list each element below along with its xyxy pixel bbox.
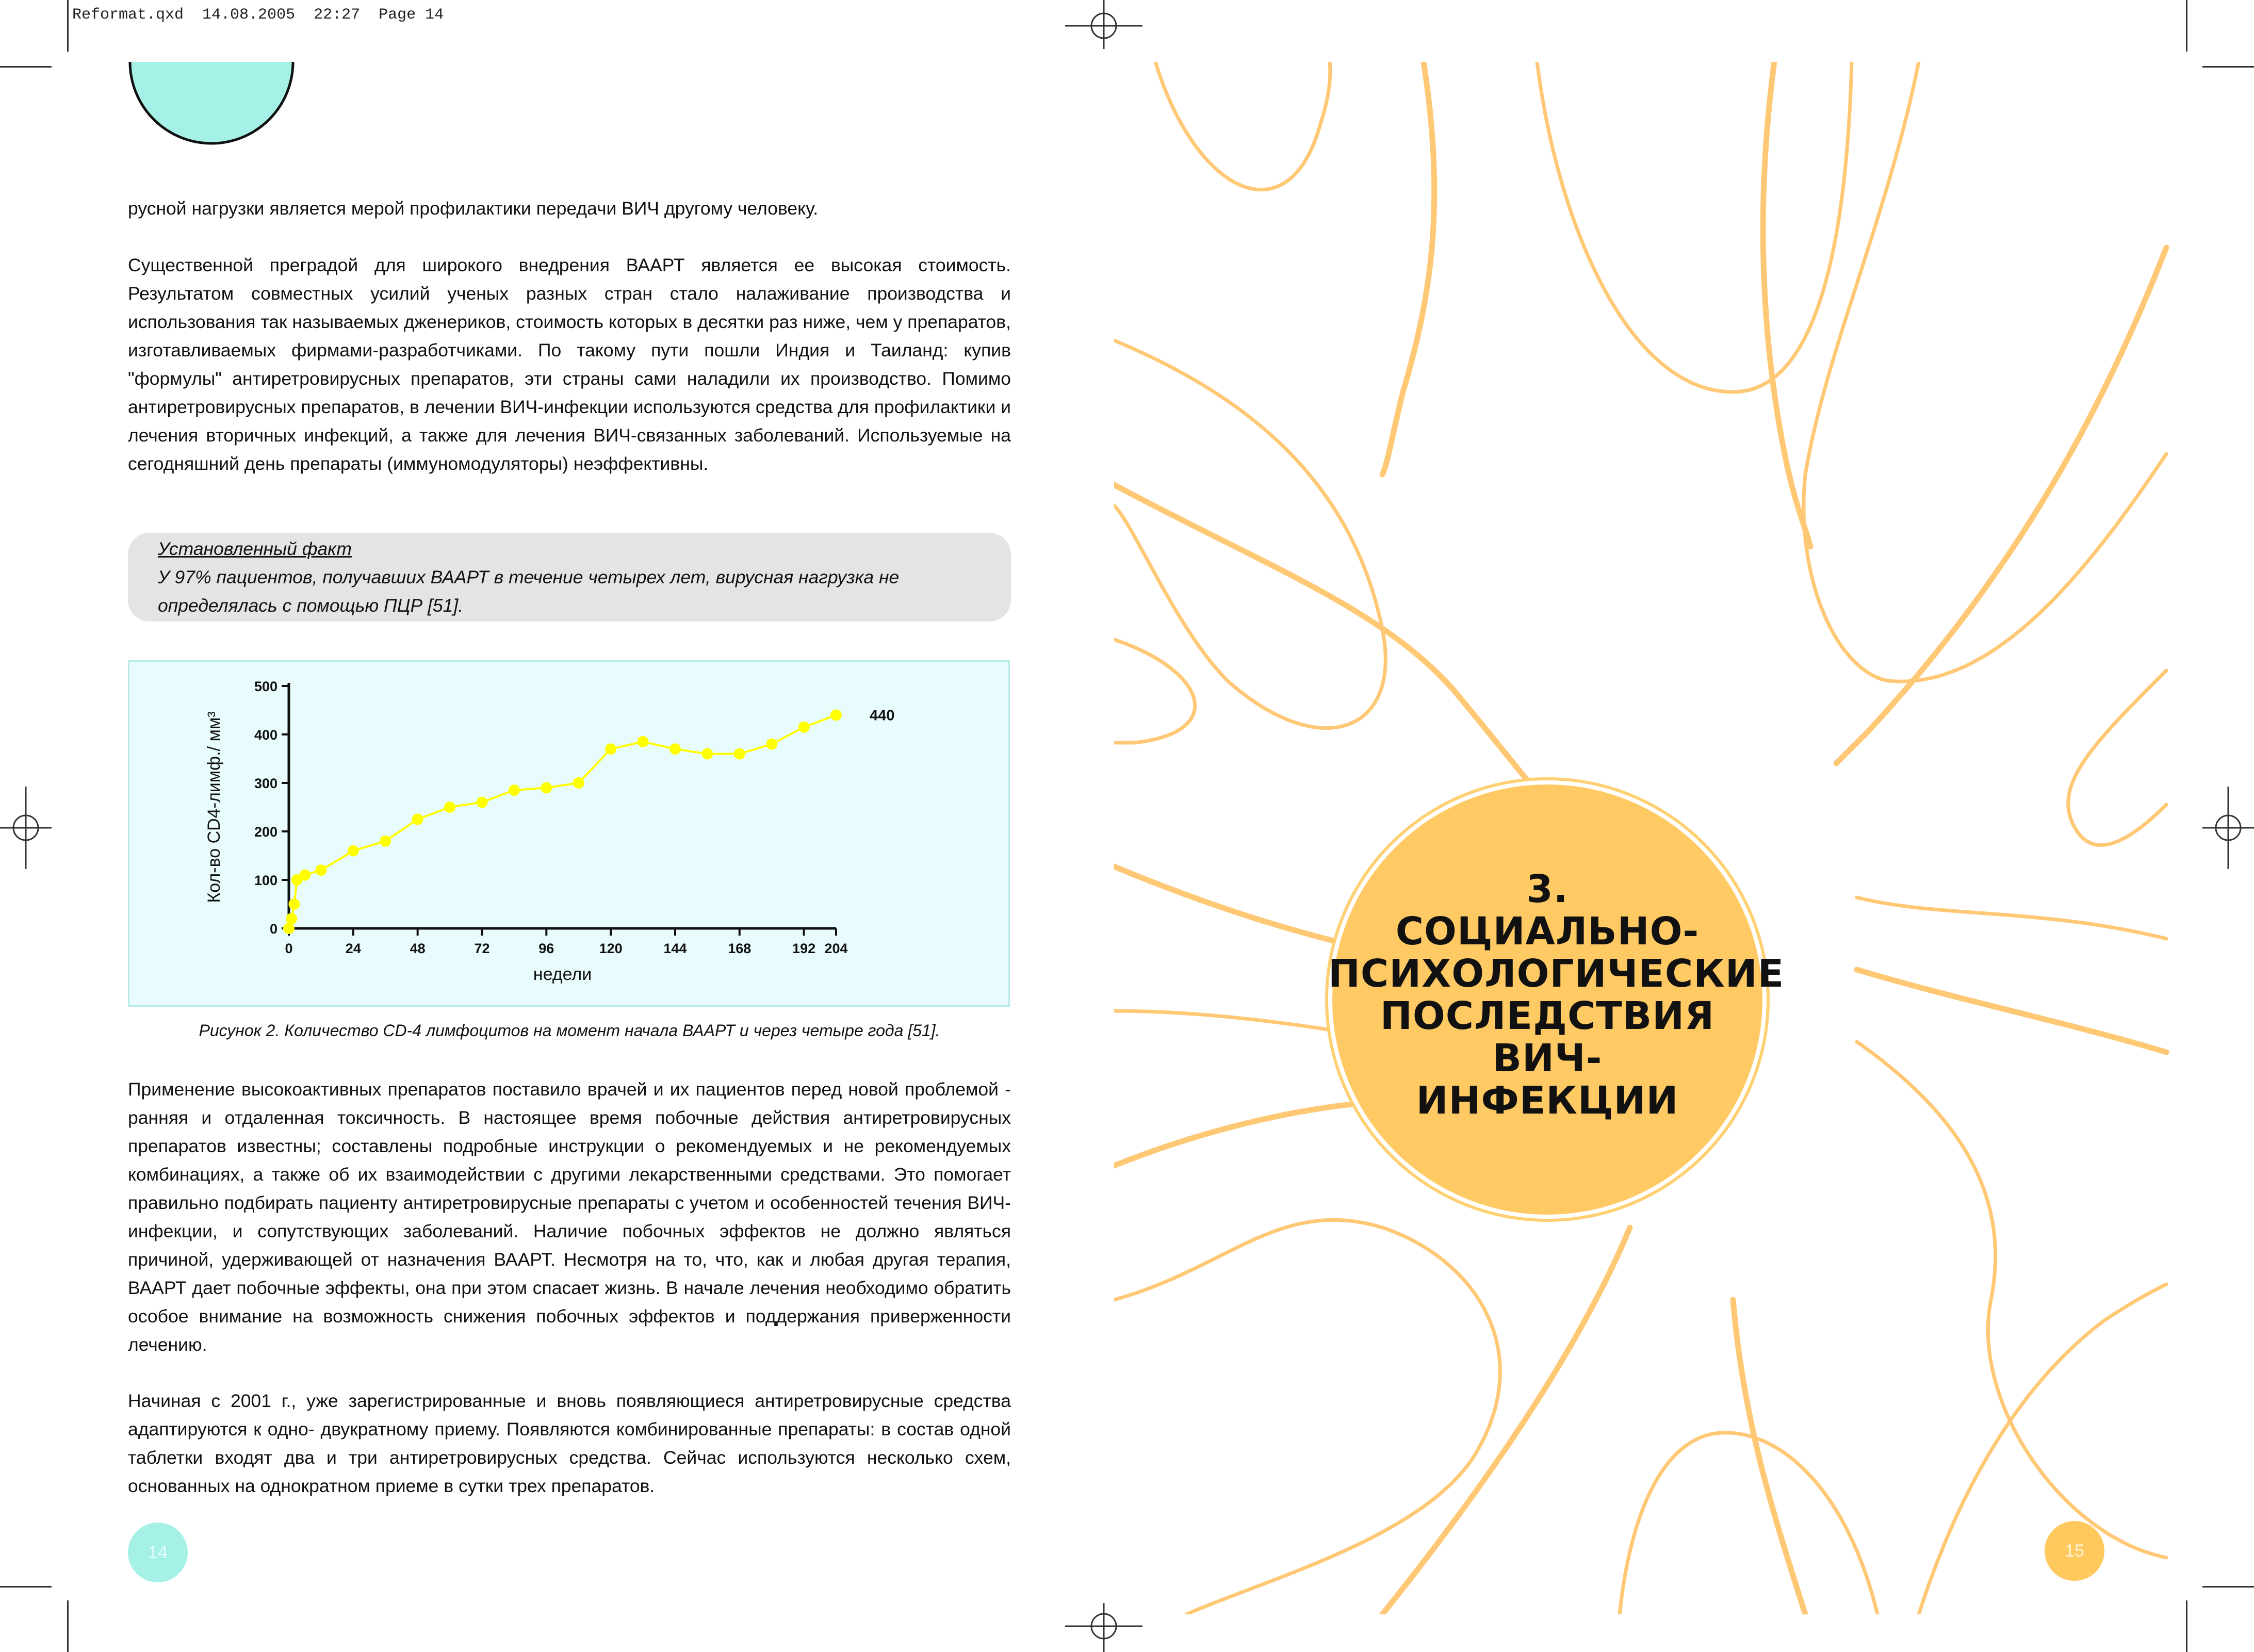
data-point <box>299 870 311 881</box>
print-slug: Reformat.qxd 14.08.2005 22:27 Page 14 <box>72 6 444 24</box>
x-tick-label: 120 <box>599 941 623 956</box>
header-circle-decoration <box>124 62 299 160</box>
x-tick-label: 24 <box>345 941 361 956</box>
data-point <box>283 923 295 934</box>
cd4-series-line <box>289 715 836 928</box>
paragraph-1: русной нагрузки является мерой профилактики передачи ВИЧ другому человеку. <box>128 198 819 219</box>
y-tick-label: 500 <box>254 679 277 694</box>
data-point <box>315 864 326 876</box>
paragraph-3: Применение высокоактивных препаратов поставило врачей и их пациентов перед новой проблемой - ранняя и отдаленная токсичность. В настоящее время побочные действия антиретровирусных препаратов известны; составлены подробные инструкции о рекомендуемых и не рекомендуемых комбинациях, а также об их взаимодействии с другими лекарственными средствами. Это помогает правильно подбирать пациенту антиретровирусные препараты с учетом и особенностей течения ВИЧ-инфекции, и сопутствующих заболеваний. Наличие побочных эффектов не должно являться причиной, удерживающей от назначения ВААРТ. Несмотря на то, что, как и любая другая терапия, ВААРТ дает побочные эффекты, она при этом спасает жизнь. В начале лечения необходимо обратить особое внимание на возможность снижения побочных эффектов и поддержания приверженности лечению. <box>128 1079 1011 1355</box>
data-point <box>573 777 584 789</box>
registration-mark-right <box>2202 787 2254 869</box>
end-value-label: 440 <box>870 707 895 724</box>
y-tick-label: 0 <box>269 921 277 937</box>
data-point <box>444 802 455 813</box>
data-point <box>638 736 649 747</box>
x-tick-label: 168 <box>728 941 752 956</box>
x-tick-label: 96 <box>538 941 554 956</box>
x-tick-label: 192 <box>792 941 816 956</box>
data-point <box>605 743 616 755</box>
paragraph-2: Существенной преградой для широкого внедрения ВААРТ является ее высокая стоимость. Результатом совместных усилий ученых разных стран стало налаживание производства и использования так называемых дженериков, стоимость которых в десятки раз ниже, чем у препаратов, изготавливаемых фирмами-разработчиками. По такому пути пошли Индия и Таиланд: купив "формулы" антиретровирусных препаратов, эти страны сами наладили их производство. Помимо антиретровирусных препаратов, в лечении ВИЧ-инфекции используются средства для профилактики и лечения вторичных инфекций, а также для лечения ВИЧ-связанных заболеваний. Используемые на сегодняшний день препараты (иммуномодуляторы) неэффективны. <box>128 255 1011 474</box>
x-tick-label: 0 <box>285 941 293 956</box>
data-point <box>830 709 842 721</box>
paragraph-4: Начиная с 2001 г., уже зарегистрированные и вновь появляющиеся антиретровирусные средства адаптируются к одно- двукратному приему. Появляются комбинированные препараты: в состав одной таблетки входят два и три антиретровирусных средства. Сейчас используются несколько схем, основанных на однократном приеме в сутки трех препаратов. <box>128 1391 1011 1496</box>
y-tick-label: 100 <box>254 873 277 888</box>
data-point <box>412 814 423 825</box>
x-tick-label: 144 <box>663 941 687 956</box>
y-axis-label: Кол-во CD4-лимф./ мм³ <box>204 711 224 903</box>
x-tick-label: 204 <box>824 941 848 956</box>
figure-caption: Рисунок 2. Количество CD-4 лимфоцитов на момент начала ВААРТ и через четыре года [51]. <box>199 1021 940 1040</box>
data-point <box>766 739 777 750</box>
data-point <box>380 836 391 847</box>
chapter-title-line: 3. <box>1526 867 1569 911</box>
registration-mark-left <box>0 787 52 869</box>
y-tick-label: 400 <box>254 727 277 743</box>
data-point <box>509 784 520 796</box>
chapter-title-line: СОЦИАЛЬНО- <box>1395 909 1700 954</box>
data-point <box>476 797 487 808</box>
data-point <box>541 782 552 793</box>
registration-mark-top <box>1063 0 1145 52</box>
chapter-title-line: ПОСЛЕДСТВИЯ ВИЧ- <box>1380 994 1715 1081</box>
data-point <box>288 898 300 910</box>
data-point <box>701 748 713 760</box>
data-point <box>798 722 810 733</box>
data-point <box>669 743 681 755</box>
data-point <box>286 913 297 924</box>
page-number-left: 14 <box>128 1523 188 1582</box>
fact-title: Установленный факт <box>158 538 352 559</box>
y-tick-label: 200 <box>254 824 277 840</box>
data-point <box>348 845 359 857</box>
cd4-line-chart <box>128 660 1010 1007</box>
chapter-title <box>1328 867 1785 1123</box>
page-number-right: 15 <box>2045 1521 2104 1581</box>
x-axis-label: недели <box>533 964 592 984</box>
chapter-title-line: ПСИХОЛОГИЧЕСКИЕ <box>1328 952 1785 996</box>
x-tick-label: 48 <box>410 941 426 956</box>
fact-text: У 97% пациентов, получавших ВААРТ в течение четырех лет, вирусная нагрузка не определялась с помощью ПЦР [51]. <box>158 567 900 616</box>
data-point <box>734 748 745 760</box>
x-tick-label: 72 <box>474 941 490 956</box>
y-tick-label: 300 <box>254 776 277 791</box>
chapter-title-line: ИНФЕКЦИИ <box>1416 1078 1679 1123</box>
